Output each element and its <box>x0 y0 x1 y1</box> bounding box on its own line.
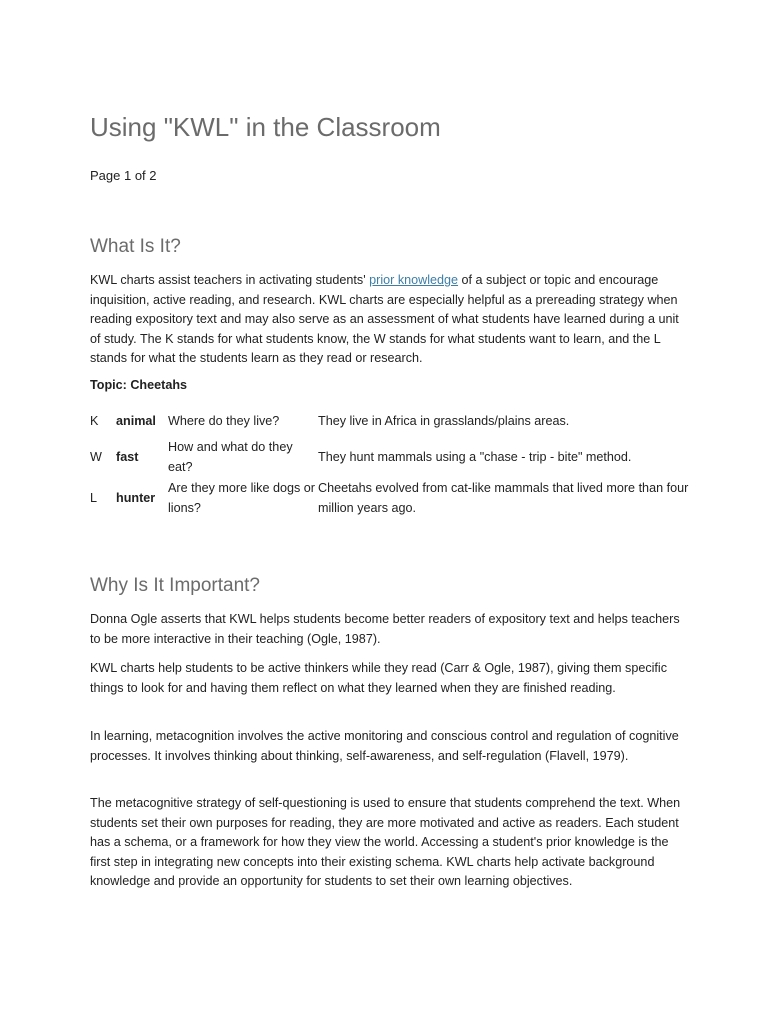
section-heading-why-important: Why Is It Important? <box>90 575 260 596</box>
kwl-word: animal <box>116 413 156 428</box>
kwl-answer: Cheetahs evolved from cat-like mammals that lived more than four million years ago. <box>318 480 689 515</box>
kwl-answer: They live in Africa in grasslands/plains areas. <box>318 413 570 428</box>
paragraph: KWL charts help students to be active thinkers while they read (Carr & Ogle, 1987), giving them specific things to look for and having them reflect on what they learned when they are finished reading. <box>90 661 668 695</box>
prior-knowledge-link[interactable]: prior knowledge <box>369 273 459 287</box>
kwl-question: Where do they live? <box>168 413 280 428</box>
page-indicator: Page 1 of 2 <box>90 168 157 183</box>
kwl-word: hunter <box>116 490 156 505</box>
intro-text-start: KWL charts assist teachers in activating students' <box>90 273 370 287</box>
page-title: Using "KWL" in the Classroom <box>90 112 441 142</box>
paragraph: In learning, metacognition involves the active monitoring and conscious control and regulation of cognitive processes. It involves thinking about thinking, self-awareness, and self-regulation (Flavell, 1979). <box>90 729 679 763</box>
kwl-answer: They hunt mammals using a "chase - trip - bite" method. <box>318 449 632 464</box>
table-row-l <box>90 478 690 519</box>
kwl-word: fast <box>116 449 139 464</box>
table-row-w <box>90 437 690 478</box>
kwl-letter: K <box>90 413 99 428</box>
kwl-letter: L <box>90 490 98 505</box>
kwl-letter: W <box>90 449 102 464</box>
intro-paragraph <box>90 271 688 369</box>
intro-text-end: of a subject or topic and encourage inquisition, active reading, and research. KWL charts are especially helpful as a prereading strategy when reading expository text and may also serve as an assessment of what students have learned during a unit of study. The K stands for what students know, the W stands for what students want to learn, and the L stands for what the students learn as they read or research. <box>90 273 679 366</box>
kwl-question: How and what do they eat? <box>168 439 293 474</box>
kwl-table <box>90 406 690 519</box>
section-heading-what-is-it: What Is It? <box>90 236 181 257</box>
topic-label: Topic: Cheetahs <box>90 378 188 392</box>
paragraph: The metacognitive strategy of self-questioning is used to ensure that students comprehend the text. When students set their own purposes for reading, they are more motivated and active as readers. Each student has a schema, or a framework for how they view the world. Accessing a student's prior knowledge is the first step in integrating new concepts into their existing schema. KWL charts help activate background knowledge and provide an opportunity for students to set their own learning objectives. <box>90 796 681 889</box>
table-row-k <box>90 406 690 437</box>
paragraph: Donna Ogle asserts that KWL helps students become better readers of expository text and helps teachers to be more interactive in their teaching (Ogle, 1987). <box>90 612 680 646</box>
kwl-question: Are they more like dogs or lions? <box>168 480 315 515</box>
